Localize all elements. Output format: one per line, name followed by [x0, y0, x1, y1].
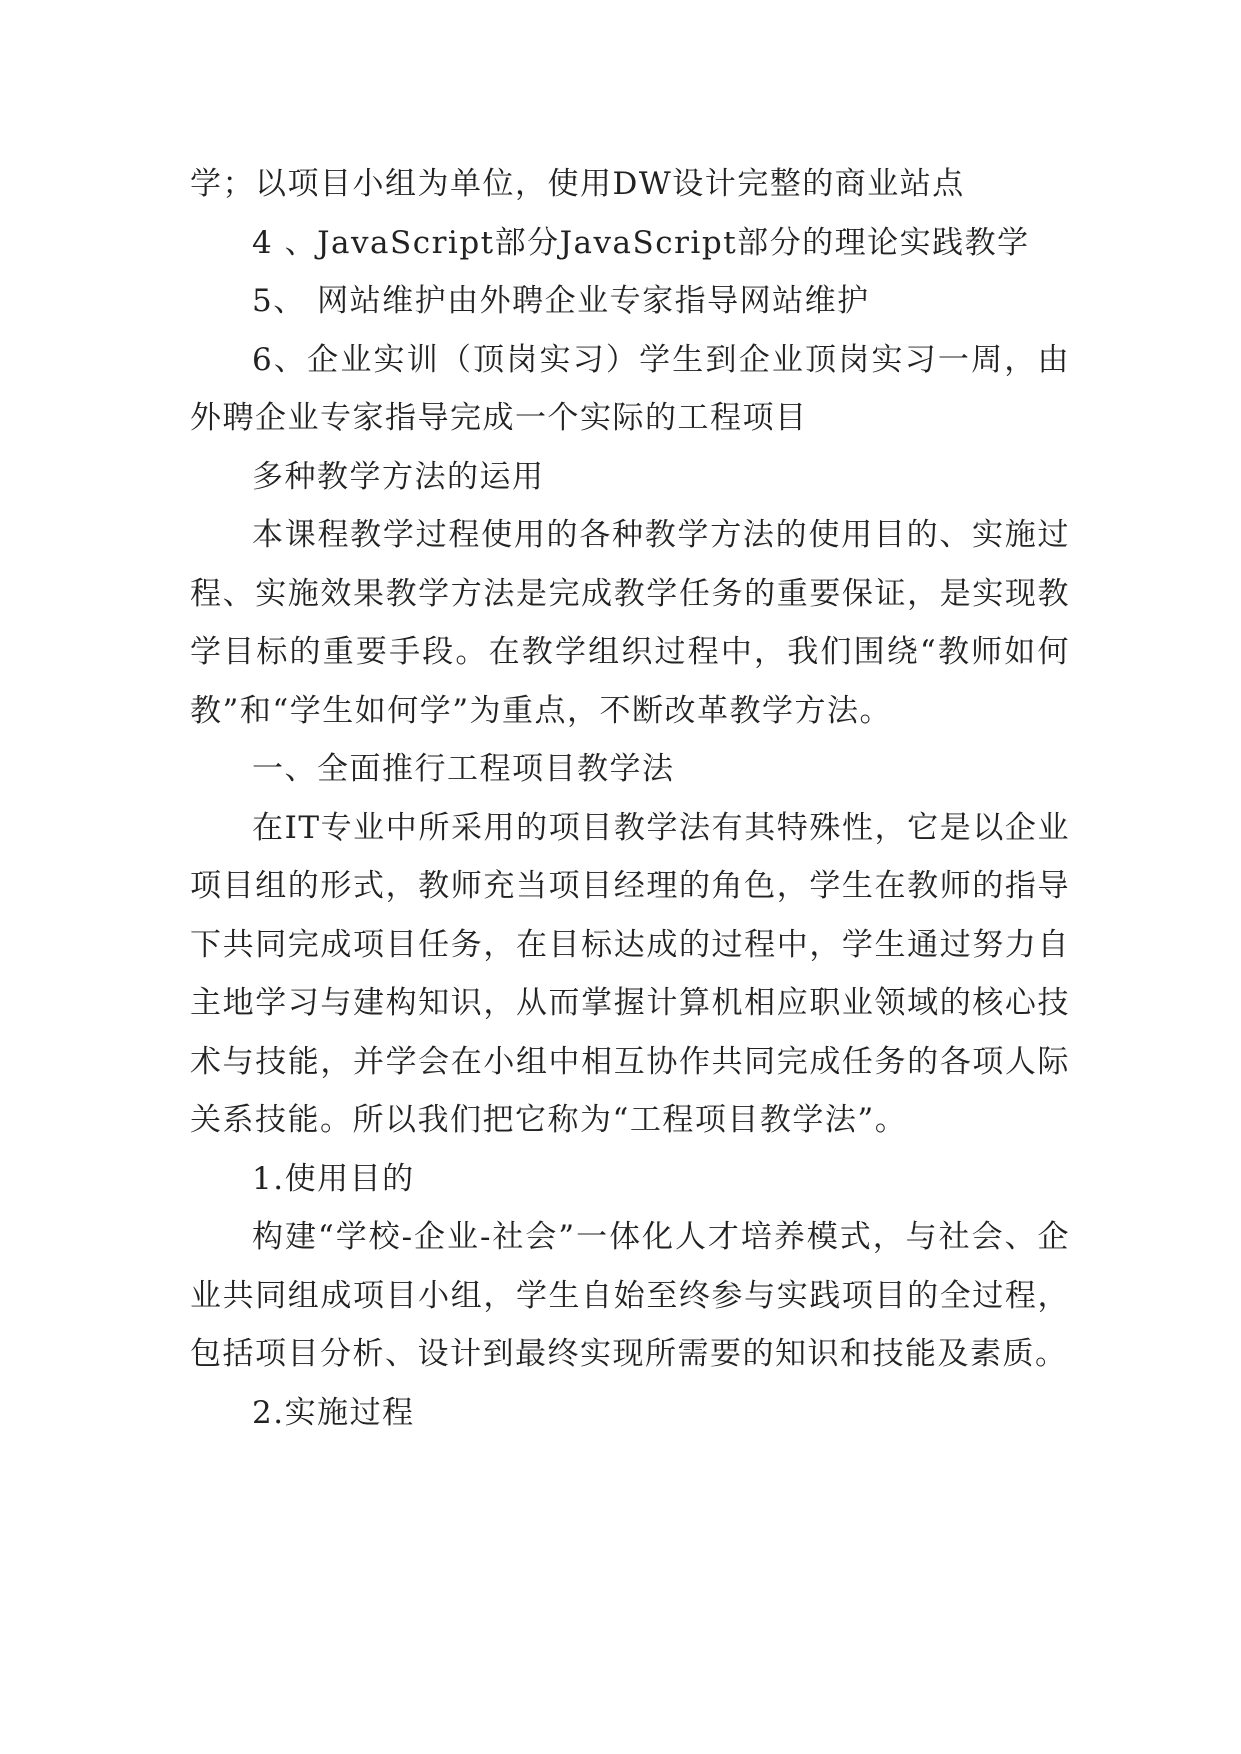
paragraph-methods-intro: 本课程教学过程使用的各种教学方法的使用目的、实施过程、实施效果教学方法是完成教学任务的重要保证，是实现教学目标的重要手段。在教学组织过程中，我们围绕“教师如何教”和“学生如何学”为重点，不断改革教学方法。 [190, 517, 1070, 729]
subheading-process: 2.实施过程 [252, 1394, 415, 1431]
document-body [190, 155, 1070, 1442]
subheading-purpose: 1.使用目的 [252, 1160, 415, 1197]
paragraph-purpose: 构建“学校-企业-社会”一体化人才培养模式，与社会、企业共同组成项目小组，学生自始至终参与实践项目的全过程，包括项目分析、设计到最终实现所需要的知识和技能及素质。 [190, 1219, 1070, 1372]
paragraph-continuation: 学；以项目小组为单位，使用DW设计完整的商业站点 [190, 166, 965, 202]
section-heading-project-teaching: 一、全面推行工程项目教学法 [252, 751, 675, 787]
paragraph-project-teaching: 在IT专业中所采用的项目教学法有其特殊性，它是以企业项目组的形式，教师充当项目经理的角色，学生在教师的指导下共同完成项目任务，在目标达成的过程中，学生通过努力自主地学习与建构知识，从而掌握计算机相应职业领域的核心技术与技能，并学会在小组中相互协作共同完成任务的各项人际关系技能。所以我们把它称为“工程项目教学法”。 [190, 809, 1070, 1138]
paragraph-item-4: 4 、JavaScript部分JavaScript部分的理论实践教学 [252, 224, 1030, 261]
section-heading-teaching-methods: 多种教学方法的运用 [252, 458, 545, 495]
paragraph-item-6: 6、企业实训（顶岗实习）学生到企业顶岗实习一周，由外聘企业专家指导完成一个实际的工程项目 [190, 341, 1070, 436]
paragraph-item-5: 5、 网站维护由外聘企业专家指导网站维护 [252, 283, 870, 319]
